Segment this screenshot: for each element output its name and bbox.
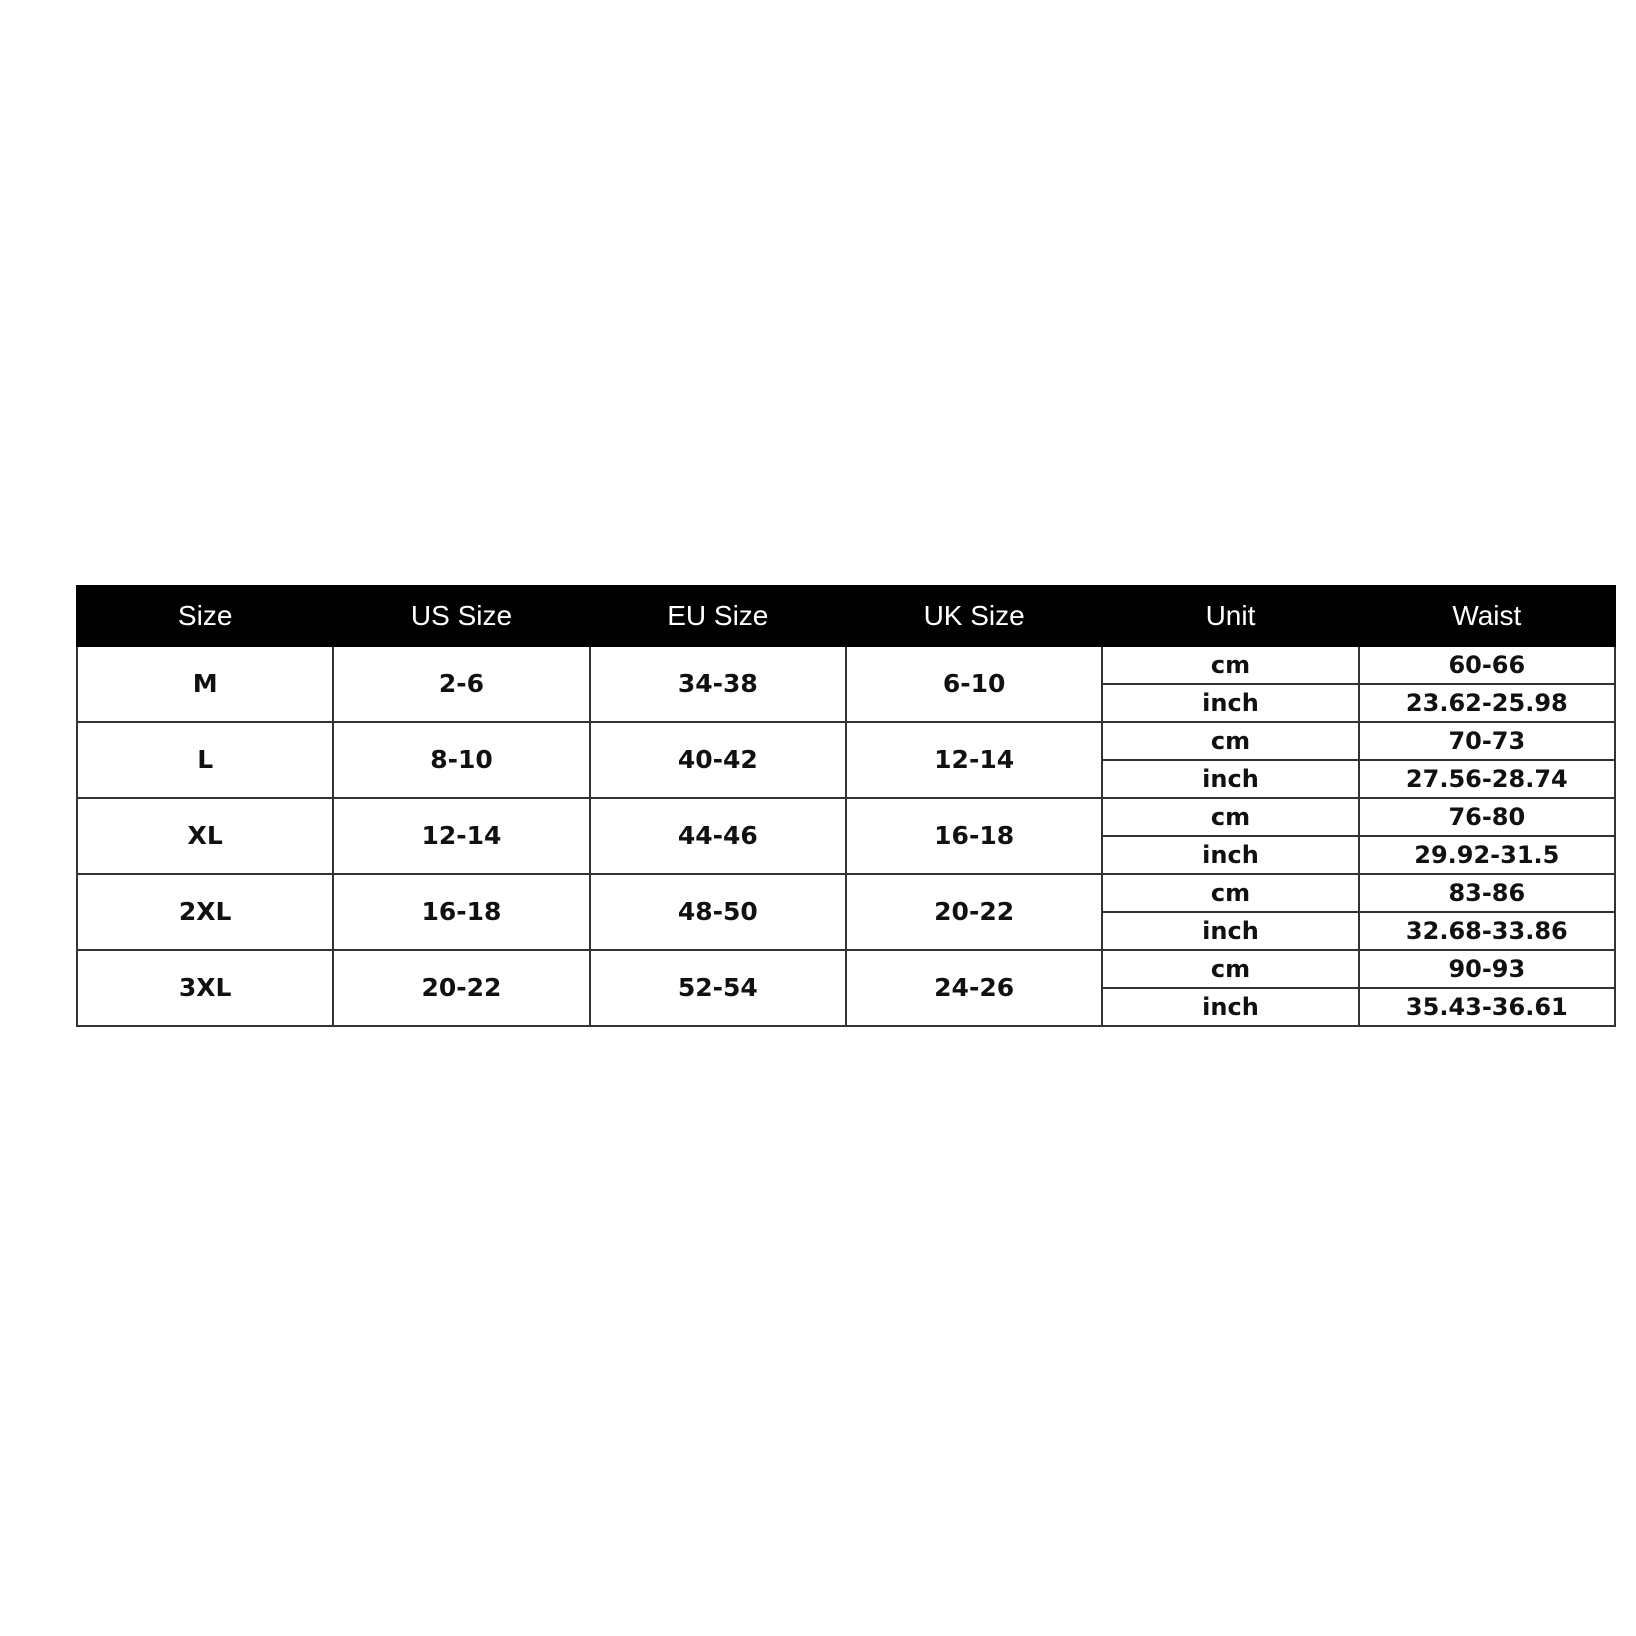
header-uk-size: UK Size: [846, 586, 1102, 646]
table-body: [77, 646, 1615, 1026]
size-chart-table: [76, 585, 1616, 1027]
size-cell: L: [77, 722, 333, 798]
eu-size-cell: 34-38: [590, 646, 846, 722]
header-unit: Unit: [1102, 586, 1358, 646]
us-size-cell: 2-6: [333, 646, 589, 722]
waist-cell: 23.62-25.98: [1359, 684, 1615, 722]
eu-size-cell: 48-50: [590, 874, 846, 950]
header-eu-size: EU Size: [590, 586, 846, 646]
us-size-cell: 16-18: [333, 874, 589, 950]
unit-cell: inch: [1102, 684, 1358, 722]
waist-cell: 29.92-31.5: [1359, 836, 1615, 874]
waist-cell: 90-93: [1359, 950, 1615, 988]
unit-cell: cm: [1102, 874, 1358, 912]
us-size-cell: 12-14: [333, 798, 589, 874]
waist-cell: 76-80: [1359, 798, 1615, 836]
table-row: [77, 874, 1615, 912]
eu-size-cell: 44-46: [590, 798, 846, 874]
header-size: Size: [77, 586, 333, 646]
unit-cell: cm: [1102, 646, 1358, 684]
size-cell: M: [77, 646, 333, 722]
eu-size-cell: 40-42: [590, 722, 846, 798]
header-row: [77, 586, 1615, 646]
waist-cell: 83-86: [1359, 874, 1615, 912]
uk-size-cell: 20-22: [846, 874, 1102, 950]
waist-cell: 70-73: [1359, 722, 1615, 760]
waist-cell: 27.56-28.74: [1359, 760, 1615, 798]
uk-size-cell: 16-18: [846, 798, 1102, 874]
uk-size-cell: 12-14: [846, 722, 1102, 798]
eu-size-cell: 52-54: [590, 950, 846, 1026]
unit-cell: inch: [1102, 836, 1358, 874]
size-cell: 2XL: [77, 874, 333, 950]
size-cell: 3XL: [77, 950, 333, 1026]
header-us-size: US Size: [333, 586, 589, 646]
table-header: [77, 586, 1615, 646]
waist-cell: 32.68-33.86: [1359, 912, 1615, 950]
unit-cell: inch: [1102, 760, 1358, 798]
size-cell: XL: [77, 798, 333, 874]
us-size-cell: 20-22: [333, 950, 589, 1026]
table-row: [77, 646, 1615, 684]
table-row: [77, 798, 1615, 836]
header-waist: Waist: [1359, 586, 1615, 646]
table-row: [77, 950, 1615, 988]
table-row: [77, 722, 1615, 760]
unit-cell: cm: [1102, 798, 1358, 836]
us-size-cell: 8-10: [333, 722, 589, 798]
uk-size-cell: 6-10: [846, 646, 1102, 722]
uk-size-cell: 24-26: [846, 950, 1102, 1026]
unit-cell: inch: [1102, 912, 1358, 950]
waist-cell: 60-66: [1359, 646, 1615, 684]
unit-cell: cm: [1102, 950, 1358, 988]
unit-cell: cm: [1102, 722, 1358, 760]
waist-cell: 35.43-36.61: [1359, 988, 1615, 1026]
unit-cell: inch: [1102, 988, 1358, 1026]
